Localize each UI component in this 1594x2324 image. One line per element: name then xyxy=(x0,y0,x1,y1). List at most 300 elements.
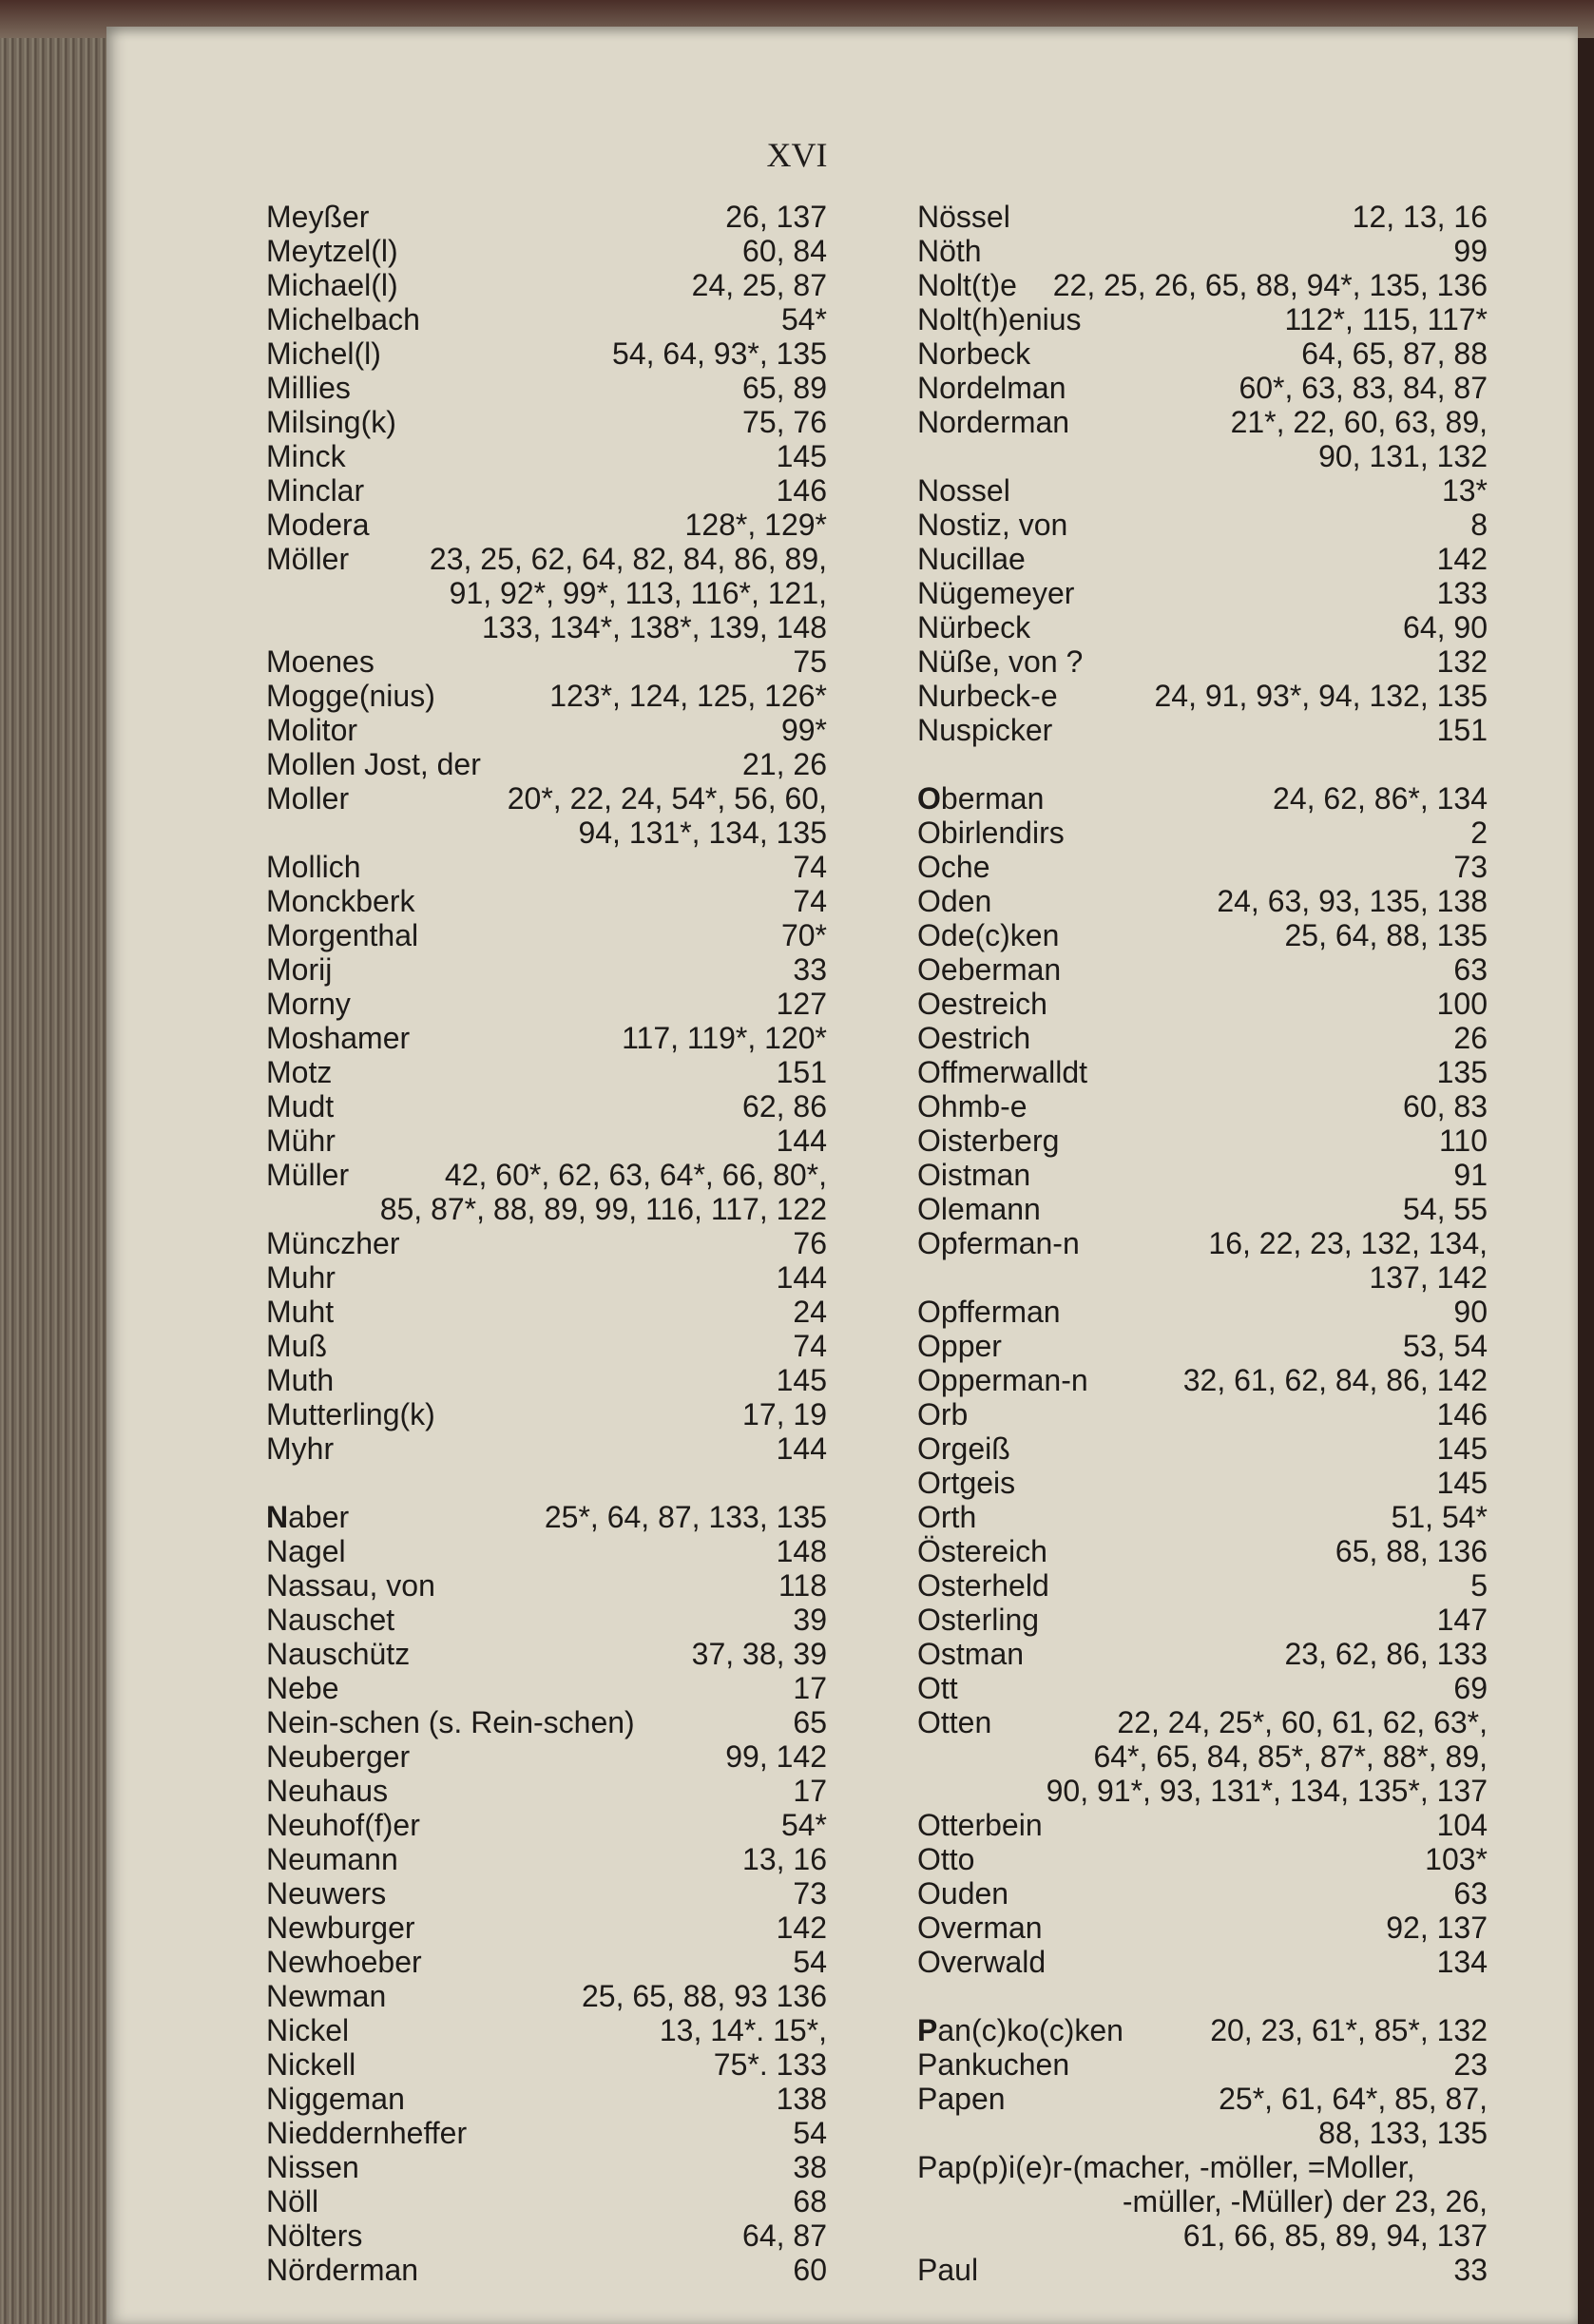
entry-name xyxy=(266,268,398,302)
entry-name xyxy=(917,1295,1061,1329)
entry-name-text: Mollen Jost, der xyxy=(266,747,481,781)
entry-name xyxy=(266,2082,405,2116)
index-entry-line xyxy=(917,1842,1488,1876)
entry-pages: 144 xyxy=(776,1124,827,1158)
section-gap xyxy=(266,1466,827,1500)
index-entry-line xyxy=(266,1568,827,1603)
entry-name-text: Morny xyxy=(266,987,351,1021)
entry-name-text: Moenes xyxy=(266,644,374,679)
entry-name-text: Neumann xyxy=(266,1842,398,1876)
index-entry xyxy=(917,781,1488,816)
entry-name xyxy=(266,1637,410,1671)
entry-name xyxy=(266,1260,336,1295)
entry-name-text: Nüße, von ? xyxy=(917,644,1084,679)
entry-pages: 75*. 133 xyxy=(713,2047,827,2082)
index-entry xyxy=(266,1363,827,1397)
index-entry xyxy=(917,850,1488,884)
entry-pages: 17, 19 xyxy=(742,1397,827,1431)
entry-name-text: Pap(p)i(e)r-(macher, -möller, =Moller, xyxy=(917,2150,1415,2184)
entry-name xyxy=(266,1124,336,1158)
index-entry xyxy=(266,439,827,473)
entry-pages: 21, 26 xyxy=(742,747,827,781)
entry-pages: 26 xyxy=(1453,1021,1488,1055)
entry-pages: 17 xyxy=(793,1671,827,1705)
index-entry-line xyxy=(266,1911,827,1945)
entry-name xyxy=(917,1466,1015,1500)
index-entry xyxy=(266,2082,827,2116)
entry-pages: 110 xyxy=(1438,1124,1488,1158)
entry-name-text: Modera xyxy=(266,508,370,542)
section-initial: O xyxy=(917,781,941,816)
entry-pages: 25*, 64, 87, 133, 135 xyxy=(544,1500,827,1534)
index-column-right xyxy=(917,200,1488,2287)
entry-name xyxy=(917,1568,1049,1603)
index-entry xyxy=(266,884,827,918)
entry-pages: 142 xyxy=(776,1911,827,1945)
entry-name xyxy=(917,1089,1027,1124)
index-entry xyxy=(917,884,1488,918)
entry-name-text: Nissen xyxy=(266,2150,359,2184)
entry-name xyxy=(266,200,369,234)
entry-pages: 54, 55 xyxy=(1403,1192,1488,1226)
index-entry-line xyxy=(266,234,827,268)
entry-name-text: Nieddernheffer xyxy=(266,2116,468,2150)
entry-pages: 104 xyxy=(1436,1808,1488,1842)
index-entry-line xyxy=(917,1158,1488,1192)
entry-pages: 26, 137 xyxy=(725,200,827,234)
index-entry-line xyxy=(917,542,1488,576)
entry-name-text: Osterling xyxy=(917,1603,1040,1637)
index-entry-line xyxy=(917,508,1488,542)
entry-name-text: Newman xyxy=(266,1979,387,2013)
entry-name-text: Millies xyxy=(266,371,351,405)
entry-name xyxy=(917,1226,1080,1260)
index-entry-line xyxy=(266,2184,827,2218)
index-entry xyxy=(917,1226,1488,1295)
entry-name xyxy=(266,336,381,371)
entry-name xyxy=(266,1534,346,1568)
entry-pages: 60, 83 xyxy=(1403,1089,1488,1124)
index-entry xyxy=(266,1534,827,1568)
entry-name-text: Michael(l) xyxy=(266,268,398,302)
entry-pages: 118 xyxy=(778,1568,827,1603)
entry-name-text: Michelbach xyxy=(266,302,420,336)
entry-name xyxy=(266,2218,362,2253)
index-entry xyxy=(917,371,1488,405)
entry-name xyxy=(266,1158,349,1192)
index-entry xyxy=(266,1158,827,1226)
entry-pages-continued: 90, 131, 132 xyxy=(1318,439,1488,473)
index-entry xyxy=(266,713,827,747)
index-entry-line xyxy=(917,644,1488,679)
index-entry-line xyxy=(266,918,827,952)
index-entry-line xyxy=(266,1295,827,1329)
entry-pages: 39 xyxy=(793,1603,827,1637)
entry-name-text: Orb xyxy=(917,1397,969,1431)
index-entry-line xyxy=(917,1534,1488,1568)
entry-name-text: Motz xyxy=(266,1055,333,1089)
index-entry-line xyxy=(266,1876,827,1911)
entry-pages: 148 xyxy=(776,1534,827,1568)
entry-name xyxy=(917,2150,1415,2184)
entry-pages: 74 xyxy=(793,850,827,884)
entry-name-text: Orth xyxy=(917,1500,977,1534)
index-entry xyxy=(917,1021,1488,1055)
index-entry-line xyxy=(917,1911,1488,1945)
entry-name-text: Minclar xyxy=(266,473,365,508)
index-entry xyxy=(917,816,1488,850)
entry-name xyxy=(917,1158,1030,1192)
entry-pages: 63 xyxy=(1453,1876,1488,1911)
index-entry-line xyxy=(266,679,827,713)
index-entry xyxy=(266,405,827,439)
entry-name xyxy=(917,473,1010,508)
index-entry xyxy=(266,1500,827,1534)
entry-name-text: Otten xyxy=(917,1705,992,1739)
entry-name xyxy=(917,1055,1087,1089)
entry-name xyxy=(266,1808,420,1842)
entry-pages: 8 xyxy=(1470,508,1488,542)
entry-pages: 20*, 22, 24, 54*, 56, 60, xyxy=(507,781,827,816)
index-entry xyxy=(266,679,827,713)
entry-name xyxy=(266,371,351,405)
entry-name-text: Opferman-n xyxy=(917,1226,1080,1260)
index-entry xyxy=(266,1603,827,1637)
index-entry-line xyxy=(266,2082,827,2116)
entry-name-text: Oche xyxy=(917,850,990,884)
index-entry xyxy=(917,268,1488,302)
entry-pages: 17 xyxy=(793,1774,827,1808)
entry-name xyxy=(266,1774,388,1808)
index-entry xyxy=(917,1603,1488,1637)
index-entry xyxy=(266,1671,827,1705)
index-entry xyxy=(266,2116,827,2150)
index-entry-line xyxy=(266,2150,827,2184)
entry-pages: 145 xyxy=(776,439,827,473)
index-entry-line xyxy=(266,1363,827,1397)
entry-name-text: Newburger xyxy=(266,1911,415,1945)
index-entry-line xyxy=(917,336,1488,371)
index-entry xyxy=(266,952,827,987)
index-entry xyxy=(266,1808,827,1842)
index-entry-line xyxy=(917,1466,1488,1500)
entry-pages: 24, 63, 93, 135, 138 xyxy=(1217,884,1488,918)
index-entry-line xyxy=(266,1260,827,1295)
index-entry xyxy=(266,302,827,336)
index-entry xyxy=(917,1192,1488,1226)
index-entry xyxy=(266,1431,827,1466)
entry-name xyxy=(266,1500,349,1534)
entry-name-text: an(c)ko(c)ken xyxy=(937,2013,1123,2047)
entry-name xyxy=(917,1808,1043,1842)
entry-name-text: Ohmb-e xyxy=(917,1089,1027,1124)
entry-pages xyxy=(1476,2150,1488,2184)
index-entry-line xyxy=(917,1603,1488,1637)
entry-name-text: Nebe xyxy=(266,1671,339,1705)
entry-pages: 65, 89 xyxy=(742,371,827,405)
index-entry xyxy=(266,1911,827,1945)
index-entry-line xyxy=(266,1842,827,1876)
entry-pages: 51, 54* xyxy=(1391,1500,1488,1534)
entry-name-text: Mogge(nius) xyxy=(266,679,435,713)
index-entry-line xyxy=(266,1945,827,1979)
index-entry-line xyxy=(917,1329,1488,1363)
entry-name-text: Muht xyxy=(266,1295,335,1329)
entry-pages: 100 xyxy=(1436,987,1488,1021)
entry-pages: 142 xyxy=(1436,542,1488,576)
entry-name xyxy=(266,918,418,952)
index-entry-line xyxy=(917,850,1488,884)
entry-pages: 117, 119*, 120* xyxy=(622,1021,827,1055)
entry-name-text: Oden xyxy=(917,884,992,918)
index-entry xyxy=(266,1876,827,1911)
entry-name xyxy=(266,1876,386,1911)
entry-pages-continued: 90, 91*, 93, 131*, 134, 135*, 137 xyxy=(1046,1774,1488,1808)
entry-pages-continued: 85, 87*, 88, 89, 99, 116, 117, 122 xyxy=(379,1192,827,1226)
entry-name-text: Mudt xyxy=(266,1089,335,1124)
entry-pages: 146 xyxy=(1436,1397,1488,1431)
index-entry xyxy=(917,1500,1488,1534)
entry-name xyxy=(266,1226,400,1260)
entry-name xyxy=(917,1945,1046,1979)
entry-name-text: Nagel xyxy=(266,1534,346,1568)
index-entry xyxy=(266,644,827,679)
entry-name-text: berman xyxy=(940,781,1045,816)
index-entry-line xyxy=(266,508,827,542)
section-initial: N xyxy=(266,1500,289,1534)
entry-name xyxy=(917,1192,1041,1226)
entry-name-text: Münczher xyxy=(266,1226,400,1260)
index-entry xyxy=(917,644,1488,679)
index-entry xyxy=(917,1295,1488,1329)
index-entry xyxy=(266,1055,827,1089)
index-entry-line xyxy=(917,1568,1488,1603)
entry-name-text: Oisterberg xyxy=(917,1124,1060,1158)
index-entry xyxy=(917,987,1488,1021)
entry-name xyxy=(917,713,1052,747)
entry-name-text: Ott xyxy=(917,1671,958,1705)
entry-pages: 25, 65, 88, 93 136 xyxy=(582,1979,827,2013)
section-gap xyxy=(917,747,1488,781)
entry-name-text: Obirlendirs xyxy=(917,816,1065,850)
entry-name-text: Norderman xyxy=(917,405,1070,439)
entry-pages: 99, 142 xyxy=(725,1739,827,1774)
entry-name xyxy=(917,781,1044,816)
entry-name xyxy=(917,2047,1069,2082)
entry-name-text: Muß xyxy=(266,1329,327,1363)
index-entry-line xyxy=(266,371,827,405)
index-entry-line xyxy=(917,1397,1488,1431)
entry-pages: 37, 38, 39 xyxy=(691,1637,827,1671)
index-entry xyxy=(917,1534,1488,1568)
index-entry-line xyxy=(266,268,827,302)
index-entry-line xyxy=(917,1876,1488,1911)
index-entry xyxy=(917,405,1488,473)
index-entry-line xyxy=(266,1431,827,1466)
index-entry-line xyxy=(266,2218,827,2253)
entry-pages: 134 xyxy=(1436,1945,1488,1979)
entry-name-text: Muhr xyxy=(266,1260,336,1295)
index-entry xyxy=(266,542,827,644)
entry-name-text: Ortgeis xyxy=(917,1466,1016,1500)
index-entry xyxy=(266,2184,827,2218)
index-entry xyxy=(917,2150,1488,2253)
entry-name xyxy=(917,302,1082,336)
entry-name-text: Müller xyxy=(266,1158,350,1192)
index-entry-line xyxy=(917,2013,1488,2047)
index-entry-line xyxy=(917,576,1488,610)
entry-name xyxy=(917,2082,1006,2116)
index-entry xyxy=(266,1260,827,1295)
index-entry-line xyxy=(266,1500,827,1534)
index-entry-line xyxy=(266,2116,827,2150)
entry-pages: 128*, 129* xyxy=(684,508,827,542)
entry-name xyxy=(917,644,1083,679)
entry-pages: 24 xyxy=(793,1295,827,1329)
entry-name xyxy=(266,1021,410,1055)
index-entry xyxy=(917,1089,1488,1124)
entry-pages: 123*, 124, 125, 126* xyxy=(549,679,827,713)
index-entry-line xyxy=(266,747,827,781)
entry-name-text: Nickel xyxy=(266,2013,350,2047)
index-entry-line xyxy=(266,200,827,234)
entry-name-text: Opfferman xyxy=(917,1295,1061,1329)
entry-name-text: Möller xyxy=(266,542,350,576)
entry-pages: 138 xyxy=(776,2082,827,2116)
index-entry-line xyxy=(917,200,1488,234)
entry-pages: 144 xyxy=(776,1431,827,1466)
entry-name-text: Osterheld xyxy=(917,1568,1049,1603)
index-entry-line xyxy=(266,1021,827,1055)
entry-pages-continued: 91, 92*, 99*, 113, 116*, 121, xyxy=(449,576,827,610)
index-entry xyxy=(917,1124,1488,1158)
entry-pages: 73 xyxy=(1453,850,1488,884)
entry-name-text: Moller xyxy=(266,781,350,816)
entry-name xyxy=(917,884,991,918)
entry-name xyxy=(266,1671,339,1705)
entry-pages: 54, 64, 93*, 135 xyxy=(612,336,827,371)
entry-pages: 135 xyxy=(1436,1055,1488,1089)
index-entry-line xyxy=(917,1808,1488,1842)
entry-name-text: Nickell xyxy=(266,2047,356,2082)
entry-pages: 145 xyxy=(1436,1431,1488,1466)
index-entry-line xyxy=(917,1363,1488,1397)
index-entry-line xyxy=(266,884,827,918)
index-entry-line xyxy=(917,405,1488,439)
index-entry xyxy=(917,1705,1488,1808)
entry-name-text: Paul xyxy=(917,2253,979,2287)
section-initial: P xyxy=(917,2013,938,2047)
entry-name xyxy=(266,2047,355,2082)
index-entry xyxy=(266,1329,827,1363)
entry-name xyxy=(266,508,370,542)
index-entry xyxy=(266,200,827,234)
entry-name-text: Neuhaus xyxy=(266,1774,389,1808)
index-entry xyxy=(266,508,827,542)
index-entry xyxy=(266,1979,827,2013)
index-entry xyxy=(266,2218,827,2253)
index-entry xyxy=(917,679,1488,713)
index-entry-line xyxy=(917,679,1488,713)
entry-name xyxy=(266,713,357,747)
index-entry xyxy=(266,918,827,952)
index-entry xyxy=(266,1021,827,1055)
index-entry xyxy=(266,1089,827,1124)
index-entry-line xyxy=(266,1055,827,1089)
entry-name-text: Norbeck xyxy=(917,336,1031,371)
entry-name xyxy=(266,1705,635,1739)
entry-name-text: Papen xyxy=(917,2082,1006,2116)
entry-pages-continued: 88, 133, 135 xyxy=(1318,2116,1488,2150)
index-entry xyxy=(917,336,1488,371)
index-entry-line xyxy=(266,1534,827,1568)
entry-name-text: Muth xyxy=(266,1363,335,1397)
index-entry xyxy=(917,1671,1488,1705)
index-column-left xyxy=(266,200,827,2287)
entry-pages-continued: 137, 142 xyxy=(1369,1260,1488,1295)
entry-pages: 13, 16 xyxy=(742,1842,827,1876)
entry-pages: 23, 25, 62, 64, 82, 84, 86, 89, xyxy=(429,542,827,576)
entry-name-text: Nurbeck-e xyxy=(917,679,1058,713)
entry-name xyxy=(266,884,415,918)
index-entry xyxy=(266,336,827,371)
entry-name-text: Otterbein xyxy=(917,1808,1043,1842)
entry-name xyxy=(917,542,1026,576)
entry-name xyxy=(917,1534,1047,1568)
entry-name-text: Ode(c)ken xyxy=(917,918,1060,952)
entry-pages: 133 xyxy=(1436,576,1488,610)
entry-pages: 33 xyxy=(793,952,827,987)
index-entry xyxy=(266,1226,827,1260)
index-entry-line xyxy=(266,1226,827,1260)
entry-name xyxy=(266,1911,415,1945)
entry-name xyxy=(917,508,1067,542)
entry-name xyxy=(266,952,332,987)
index-entry xyxy=(917,1158,1488,1192)
index-entry-line xyxy=(917,1671,1488,1705)
entry-name xyxy=(266,2150,359,2184)
index-entry-line xyxy=(917,1089,1488,1124)
entry-name-text: Nucillae xyxy=(917,542,1026,576)
section-gap xyxy=(917,1979,1488,2013)
entry-name xyxy=(917,816,1065,850)
entry-pages: 21*, 22, 60, 63, 89, xyxy=(1230,405,1488,439)
entry-name-text: Mühr xyxy=(266,1124,336,1158)
entry-name-text: Nössel xyxy=(917,200,1010,234)
index-entry xyxy=(266,371,827,405)
index-entry xyxy=(917,1568,1488,1603)
entry-name xyxy=(266,2116,467,2150)
entry-name-text: Nauschütz xyxy=(266,1637,411,1671)
index-entry-line xyxy=(266,1739,827,1774)
entry-name-text: Oestreich xyxy=(917,987,1047,1021)
index-entry-line xyxy=(917,1431,1488,1466)
entry-pages: 68 xyxy=(793,2184,827,2218)
entry-name xyxy=(266,747,481,781)
index-entry xyxy=(266,2013,827,2047)
index-entry-line xyxy=(917,816,1488,850)
index-entry xyxy=(266,987,827,1021)
index-entry xyxy=(917,2082,1488,2150)
entry-name xyxy=(266,850,361,884)
entry-pages: 63 xyxy=(1453,952,1488,987)
entry-name-text: Niggeman xyxy=(266,2082,405,2116)
index-entry xyxy=(917,1055,1488,1089)
index-entry-line xyxy=(917,1295,1488,1329)
index-entry xyxy=(266,1295,827,1329)
index-entry-line xyxy=(266,1397,827,1431)
index-entry-line xyxy=(917,1055,1488,1089)
